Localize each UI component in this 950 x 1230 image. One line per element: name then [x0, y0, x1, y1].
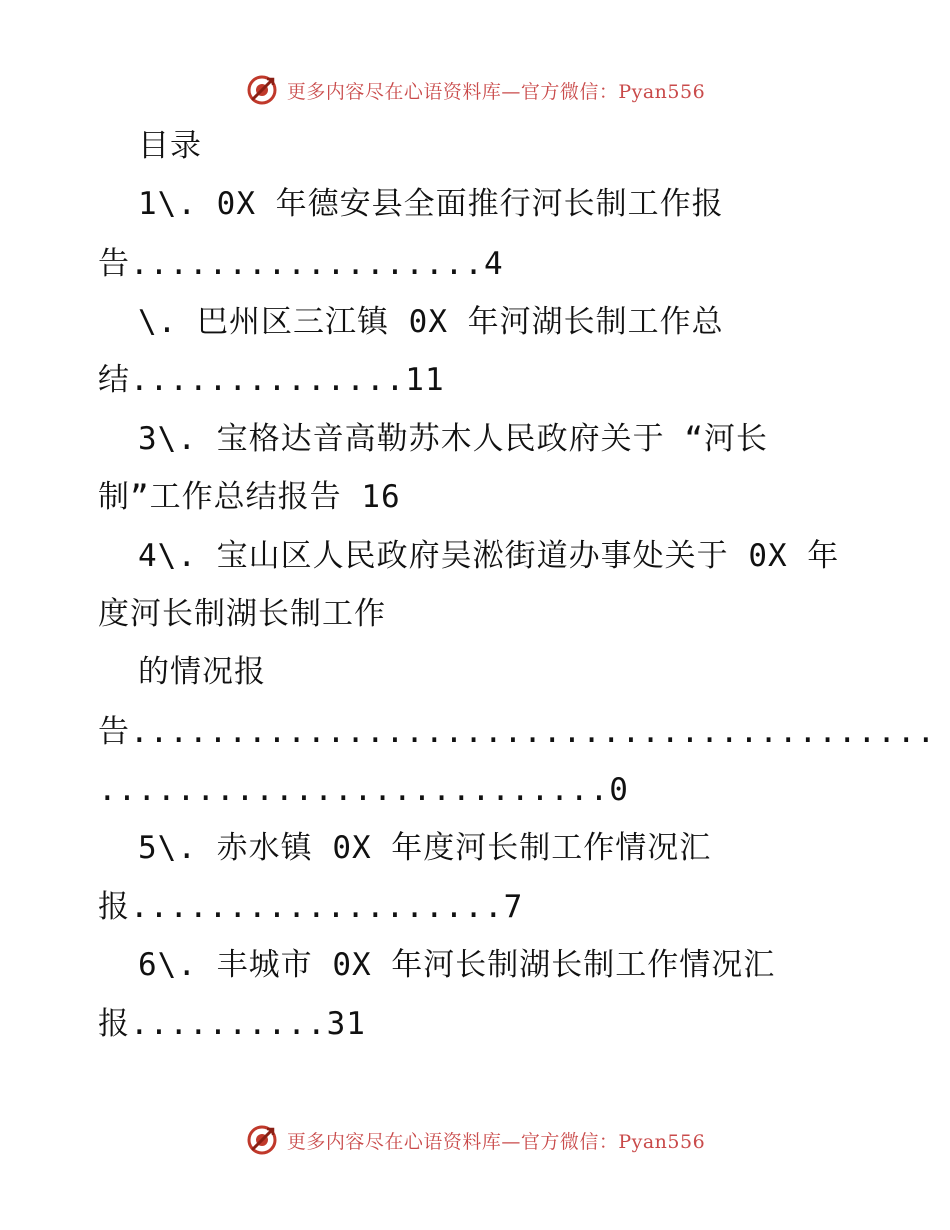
brand-logo-icon — [245, 1123, 279, 1157]
toc-entry-1-line-2: 告..................4 — [98, 246, 504, 282]
toc-entry-4-line-5: ..........................0 — [98, 772, 629, 808]
toc-entry-4-line-2: 度河长制湖长制工作 — [98, 596, 386, 632]
toc-entry-6-line-1: 6\. 丰城市 0X 年河长制湖长制工作情况汇 — [138, 947, 776, 983]
toc-entry-1-line-1: 1\. 0X 年德安县全面推行河长制工作报 — [138, 186, 724, 222]
watermark-text: 更多内容尽在心语资料库—官方微信：Pyan556 — [286, 1130, 706, 1153]
toc-entry-5-line-2: 报...................7 — [98, 889, 524, 925]
brand-logo-icon — [245, 73, 279, 107]
toc-entry-2-line-2: 结..............11 — [98, 362, 445, 398]
toc-entry-3-line-1: 3\. 宝格达音高勒苏木人民政府关于 “河长 — [138, 421, 768, 457]
watermark-text: 更多内容尽在心语资料库—官方微信：Pyan556 — [286, 80, 706, 103]
toc-entry-3-line-2: 制”工作总结报告 16 — [98, 479, 401, 515]
toc-entry-6-line-2: 报..........31 — [98, 1006, 366, 1042]
header-watermark — [0, 70, 950, 110]
toc-entry-4-line-4: 告......................................... — [98, 714, 937, 750]
toc-entry-5-line-1: 5\. 赤水镇 0X 年度河长制工作情况汇 — [138, 830, 712, 866]
toc-title: 目录 — [138, 128, 202, 164]
toc-entry-2-line-1: \. 巴州区三江镇 0X 年河湖长制工作总 — [138, 304, 724, 340]
footer-watermark — [0, 1120, 950, 1160]
toc-entry-4-line-3: 的情况报 — [138, 654, 266, 690]
toc-entry-4-line-1: 4\. 宝山区人民政府吴淞街道办事处关于 0X 年 — [138, 538, 840, 574]
